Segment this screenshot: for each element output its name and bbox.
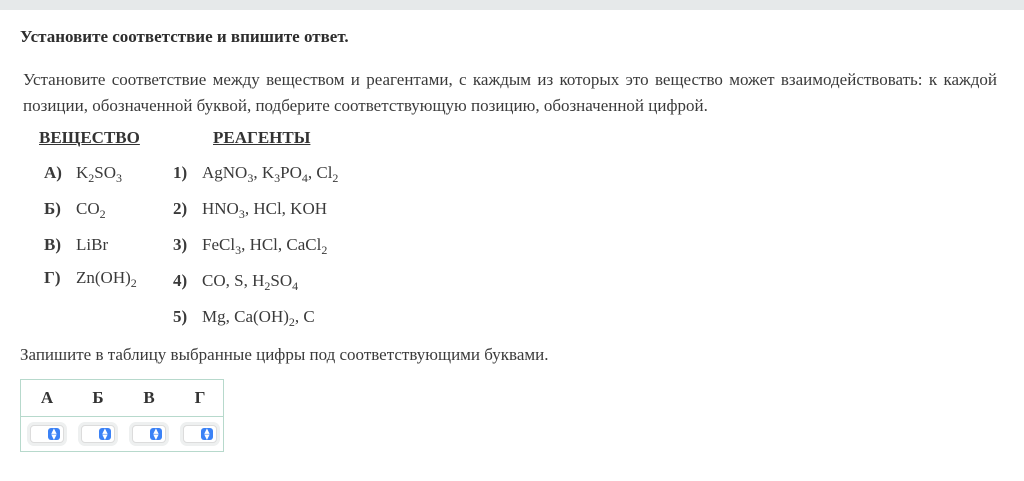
- reagent-formulas: Mg, $Ca(OH)_2$, C: [202, 307, 315, 329]
- answer-header-v: В: [143, 388, 155, 407]
- answer-header-g: Г: [194, 388, 206, 407]
- reagent-row: [173, 199, 328, 221]
- reagent-number: 1): [173, 163, 188, 182]
- column-header-reagents: РЕАГЕНТЫ: [213, 128, 311, 147]
- substance-letter: Б): [44, 199, 61, 218]
- answer-instruction: Запишите в таблицу выбранные цифры под соответствующими буквами.: [20, 345, 549, 364]
- reagent-formulas: FeCl$_3$, HCl, CaCl$_2$: [202, 235, 328, 257]
- reagent-formulas: AgNO$_3$, $K_3PO_4$, $Cl_2$: [202, 163, 339, 185]
- top-bar: [0, 0, 1024, 10]
- reagent-formulas: CO, S, $H_2SO_4$: [202, 271, 299, 293]
- reagent-number: 3): [173, 235, 188, 254]
- substance-letter: А): [44, 163, 62, 182]
- substance-row: [44, 235, 109, 255]
- reagent-row: [173, 163, 339, 185]
- task-text: Установите соответствие между веществом и реагентами, с каждым из которых это вещество может взаимодействовать: к каждой позиции, обозначенной буквой, подберите соответствующую позицию, обозначенной цифрой.: [23, 70, 997, 115]
- task-heading: Установите соответствие и впишите ответ.: [20, 27, 349, 46]
- substance-letter: В): [44, 235, 61, 254]
- answer-select-b[interactable]: [81, 425, 115, 443]
- substance-formula: $K_2SO_3$: [76, 163, 123, 185]
- substance-formula: LiBr: [76, 235, 109, 254]
- answer-select-v[interactable]: [132, 425, 166, 443]
- answer-table-header: [21, 380, 223, 417]
- substance-formula: $CO_2$: [76, 199, 106, 221]
- answer-header-a: А: [40, 388, 54, 407]
- reagent-number: 4): [173, 271, 188, 290]
- answer-table: [20, 379, 224, 452]
- up-down-chevron-icon: ▲ ▼: [201, 428, 213, 440]
- answer-select-g[interactable]: [183, 425, 217, 443]
- reagent-number: 2): [173, 199, 188, 218]
- answer-header-b: Б: [92, 388, 104, 407]
- column-header-substance: ВЕЩЕСТВО: [39, 128, 140, 147]
- up-down-chevron-icon: ▲ ▼: [150, 428, 162, 440]
- substance-row: [44, 268, 137, 290]
- substance-formula: $Zn(OH)_2$: [76, 268, 137, 290]
- reagent-row: [173, 271, 299, 293]
- substance-row: [44, 199, 106, 221]
- up-down-chevron-icon: ▲ ▼: [48, 428, 60, 440]
- reagent-row: [173, 307, 315, 329]
- answer-select-a[interactable]: [30, 425, 64, 443]
- up-down-chevron-icon: ▲ ▼: [99, 428, 111, 440]
- reagent-number: 5): [173, 307, 188, 326]
- reagent-row: [173, 235, 328, 257]
- substance-row: [44, 163, 123, 185]
- reagent-formulas: $HNO_3$, HCl, KOH: [202, 199, 328, 221]
- substance-letter: Г): [44, 268, 61, 287]
